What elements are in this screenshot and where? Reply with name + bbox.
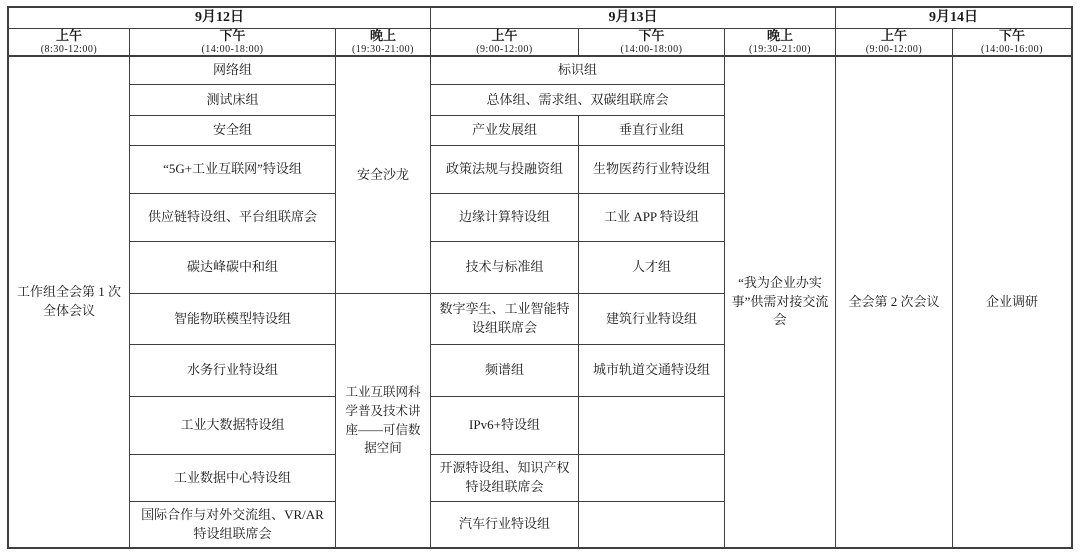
- event-cell: 垂直行业组: [579, 116, 725, 146]
- session-time: (9:00-12:00): [476, 43, 533, 55]
- event-cell: 城市轨道交通特设组: [579, 345, 725, 397]
- event-cell: 生物医药行业特设组: [579, 146, 725, 194]
- event-cell: 开源特设组、知识产权特设组联席会: [431, 455, 579, 502]
- session-time: (14:00-18:00): [620, 43, 683, 55]
- event-cell: 频谱组: [431, 345, 579, 397]
- session-header-sep12-evening: [336, 29, 431, 57]
- session-time: (8:30-12:00): [40, 43, 98, 55]
- session-label: 晚上: [766, 29, 793, 44]
- event-cell: 供应链特设组、平台组联席会: [130, 194, 336, 242]
- session-header-sep13-evening: [725, 29, 836, 57]
- session-label: 下午: [998, 29, 1025, 44]
- date-header-sep14: 9月14日: [836, 8, 1071, 29]
- event-cell: 智能物联模型特设组: [130, 294, 336, 345]
- event-cell: 汽车行业特设组: [431, 502, 579, 547]
- event-cell: 国际合作与对外交流组、VR/AR 特设组联席会: [130, 502, 336, 547]
- event-cell: 数字孪生、工业智能特设组联席会: [431, 294, 579, 345]
- session-header-sep12-afternoon: [130, 29, 336, 57]
- event-cell-joint: 标识组: [431, 57, 725, 85]
- session-time: (14:00-18:00): [201, 43, 264, 55]
- session-header-sep14-morning: [836, 29, 953, 57]
- event-cell-security-salon: 安全沙龙: [336, 57, 431, 294]
- session-time: (14:00-16:00): [980, 43, 1044, 55]
- event-cell: 边缘计算特设组: [431, 194, 579, 242]
- event-cell: 测试床组: [130, 85, 336, 116]
- session-time: (19:30-21:00): [351, 43, 415, 55]
- date-header-sep13: 9月13日: [431, 8, 836, 29]
- session-header-sep13-morning: [431, 29, 579, 57]
- session-label: 下午: [219, 29, 246, 44]
- schedule-table: [7, 6, 1073, 549]
- event-cell: 工业数据中心特设组: [130, 455, 336, 502]
- session-header-sep14-afternoon: [953, 29, 1071, 57]
- event-cell-plenary-2: 全会第 2 次会议: [836, 57, 953, 547]
- event-cell-empty: [579, 502, 725, 547]
- event-cell-joint: 总体组、需求组、双碳组联席会: [431, 85, 725, 116]
- event-cell-plenary-1: 工作组全会第 1 次全体会议: [9, 57, 130, 547]
- event-cell: 技术与标准组: [431, 242, 579, 294]
- event-cell-empty: [579, 397, 725, 455]
- session-label: 上午: [880, 29, 907, 44]
- date-header-sep12: 9月12日: [9, 8, 431, 29]
- event-cell-science-lecture: 工业互联网科学普及技术讲座——可信数据空间: [336, 294, 431, 547]
- session-time: (19:30-21:00): [748, 43, 812, 55]
- event-cell: 网络组: [130, 57, 336, 85]
- event-cell: 水务行业特设组: [130, 345, 336, 397]
- event-cell: 政策法规与投融资组: [431, 146, 579, 194]
- event-cell: 碳达峰碳中和组: [130, 242, 336, 294]
- event-cell: 建筑行业特设组: [579, 294, 725, 345]
- event-cell: 工业 APP 特设组: [579, 194, 725, 242]
- event-cell: 人才组: [579, 242, 725, 294]
- event-cell-empty: [579, 455, 725, 502]
- session-label: 上午: [491, 29, 518, 44]
- session-label: 上午: [55, 29, 82, 44]
- session-label: 下午: [638, 29, 665, 44]
- event-cell-company-visit: 企业调研: [985, 293, 1038, 309]
- session-header-sep13-afternoon: [579, 29, 725, 57]
- event-cell: 安全组: [130, 116, 336, 146]
- event-cell: 产业发展组: [431, 116, 579, 146]
- session-label: 晚上: [369, 29, 396, 44]
- event-cell: 工业大数据特设组: [130, 397, 336, 455]
- session-time: (9:00-12:00): [865, 43, 923, 55]
- event-cell: “5G+工业互联网”特设组: [130, 146, 336, 194]
- event-cell-matchmaking: “我为企业办实事”供需对接交流会: [725, 57, 836, 547]
- session-header-sep12-morning: [9, 29, 130, 57]
- event-cell: IPv6+特设组: [431, 397, 579, 455]
